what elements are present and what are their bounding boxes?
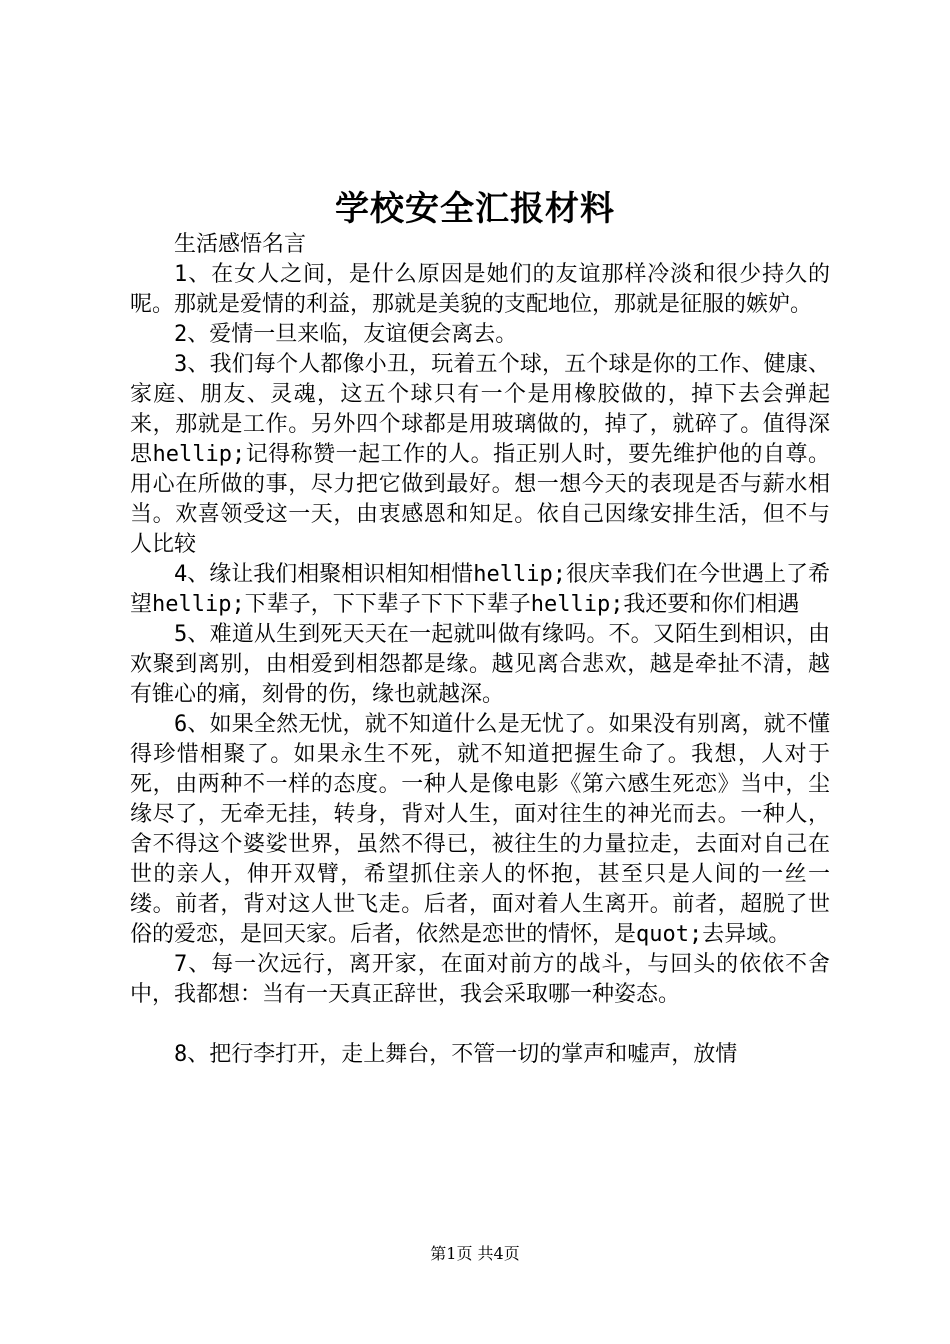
paragraph-1: 1、在女人之间，是什么原因是她们的友谊那样冷淡和很少持久的呢。那就是爱情的利益，那就是美貌的支配地位，那就是征服的嫉妒。 [130,262,830,317]
paragraph-5: 5、难道从生到死天天在一起就叫做有缘吗。不。又陌生到相识，由欢聚到离别，由相爱到相怨都是缘。越见离合悲欢，越是牵扯不清，越有锥心的痛，刻骨的伤，缘也就越深。 [130,622,830,707]
paragraph-3: 3、我们每个人都像小丑，玩着五个球，五个球是你的工作、健康、家庭、朋友、灵魂，这五个球只有一个是用橡胶做的，掉下去会弹起来，那就是工作。另外四个球都是用玻璃做的，掉了，就碎了。值得深思hellip;记得称赞一起工作的人。指正别人时，要先维护他的自尊。用心在所做的事，尽力把它做到最好。想一想今天的表现是否与薪水相当。欢喜领受这一天，由衷感恩和知足。依自己因缘安排生活，但不与人比较 [130,352,830,557]
paragraph-8: 8、把行李打开，走上舞台，不管一切的掌声和嘘声，放情 [174,1042,738,1067]
paragraph-4: 4、缘让我们相聚相识相知相惜hellip;很庆幸我们在今世遇上了希望hellip;下辈子，下下辈子下下下辈子hellip;我还要和你们相遇 [130,562,830,617]
paragraph-7: 7、每一次远行，离开家，在面对前方的战斗，与回头的依依不舍中，我都想：当有一天真正辞世，我会采取哪一种姿态。 [130,952,830,1007]
document-body [130,230,830,1070]
paragraph-6: 6、如果全然无忧，就不知道什么是无忧了。如果没有别离，就不懂得珍惜相聚了。如果永生不死，就不知道把握生命了。我想，人对于死，由两种不一样的态度。一种人是像电影《第六感生死恋》当中，尘缘尽了，无牵无挂，转身，背对人生，面对往生的神光而去。一种人，舍不得这个婆娑世界，虽然不得已，被往生的力量拉走，去面对自己在世的亲人，伸开双臂，希望抓住亲人的怀抱，甚至只是人间的一丝一缕。前者，背对这人世飞走。后者，面对着人生离开。前者，超脱了世俗的爱恋，是回天家。后者，依然是恋世的情怀，是quot;去异域。 [130,712,830,947]
document-title: 学校安全汇报材料 [335,189,615,229]
paragraph-2: 2、爱情一旦来临，友谊便会离去。 [174,322,518,347]
page-footer: 第1页 共4页 [430,1244,520,1263]
paragraph-heading: 生活感悟名言 [174,232,307,257]
